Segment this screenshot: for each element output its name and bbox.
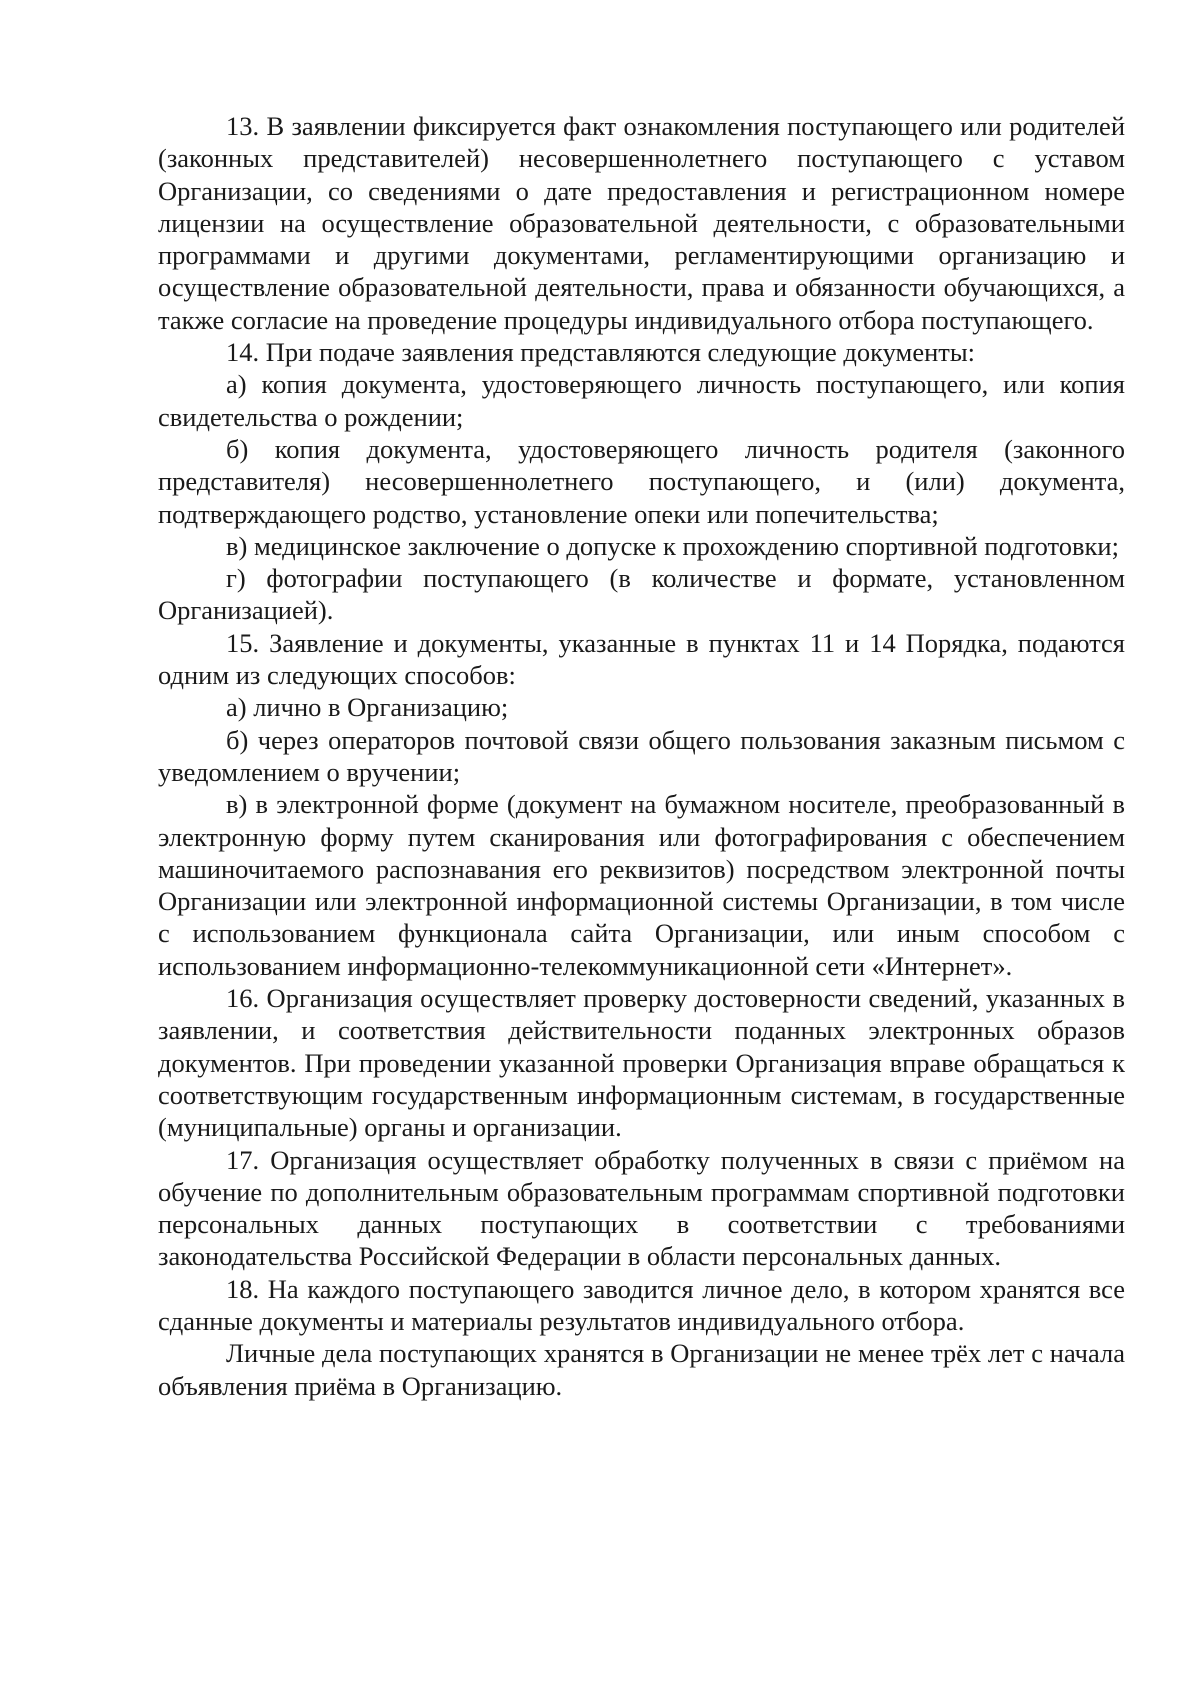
list-item-14g: г) фотографии поступающего (в количестве и формате, установленном Организацией). bbox=[158, 563, 1125, 626]
list-item-15v: в) в электронной форме (документ на бумажном носителе, преобразованный в электронную форму путем сканирования или фотографирования с обеспечением машиночитаемого распознавания его реквизитов) посредством электронной почты Организации или электронной информационной системы Организации, в том числе с использованием функционала сайта Организации, или иным способом с использованием информационно-телекоммуникационной сети «Интернет». bbox=[158, 789, 1125, 981]
paragraph-13: 13. В заявлении фиксируется факт ознакомления поступающего или родителей (законных представителей) несовершеннолетнего поступающего с уставом Организации, со сведениями о дате предоставления и регистрационном номере лицензии на осуществление образовательной деятельности, с образовательными программами и другими документами, регламентирующими организацию и осуществление образовательной деятельности, права и обязанности обучающихся, а также согласие на проведение процедуры индивидуального отбора поступающего. bbox=[158, 111, 1125, 335]
list-item-14a: а) копия документа, удостоверяющего личность поступающего, или копия свидетельства о рождении; bbox=[158, 369, 1125, 432]
paragraph-14: 14. При подаче заявления представляются следующие документы: bbox=[226, 337, 976, 368]
list-item-15a: а) лично в Организацию; bbox=[226, 692, 509, 723]
paragraph-15: 15. Заявление и документы, указанные в пунктах 11 и 14 Порядка, подаются одним из следующих способов: bbox=[158, 627, 1125, 691]
paragraph-16: 16. Организация осуществляет проверку достоверности сведений, указанных в заявлении, и соответствия действительности поданных электронных образов документов. При проведении указанной проверки Организация вправе обращаться к соответствующим государственным информационным системам, в государственные (муниципальные) органы и организации. bbox=[158, 983, 1125, 1143]
paragraph-17: 17. Организация осуществляет обработку полученных в связи с приёмом на обучение по дополнительным образовательным программам спортивной подготовки персональных данных поступающих в соответствии с требованиями законодательства Российской Федерации в области персональных данных. bbox=[158, 1144, 1125, 1272]
list-item-15b: б) через операторов почтовой связи общего пользования заказным письмом с уведомлением о вручении; bbox=[158, 724, 1125, 787]
document-page bbox=[158, 110, 1125, 1402]
paragraph-18-note: Личные дела поступающих хранятся в Организации не менее трёх лет с начала объявления приёма в Организацию. bbox=[158, 1338, 1125, 1401]
paragraph-18: 18. На каждого поступающего заводится личное дело, в котором хранятся все сданные документы и материалы результатов индивидуального отбора. bbox=[158, 1273, 1125, 1336]
list-item-14v: в) медицинское заключение о допуске к прохождению спортивной подготовки; bbox=[226, 530, 1119, 561]
list-item-14b: б) копия документа, удостоверяющего личность родителя (законного представителя) несовершеннолетнего поступающего, и (или) документа, подтверждающего родство, установление опеки или попечительства; bbox=[158, 433, 1125, 529]
